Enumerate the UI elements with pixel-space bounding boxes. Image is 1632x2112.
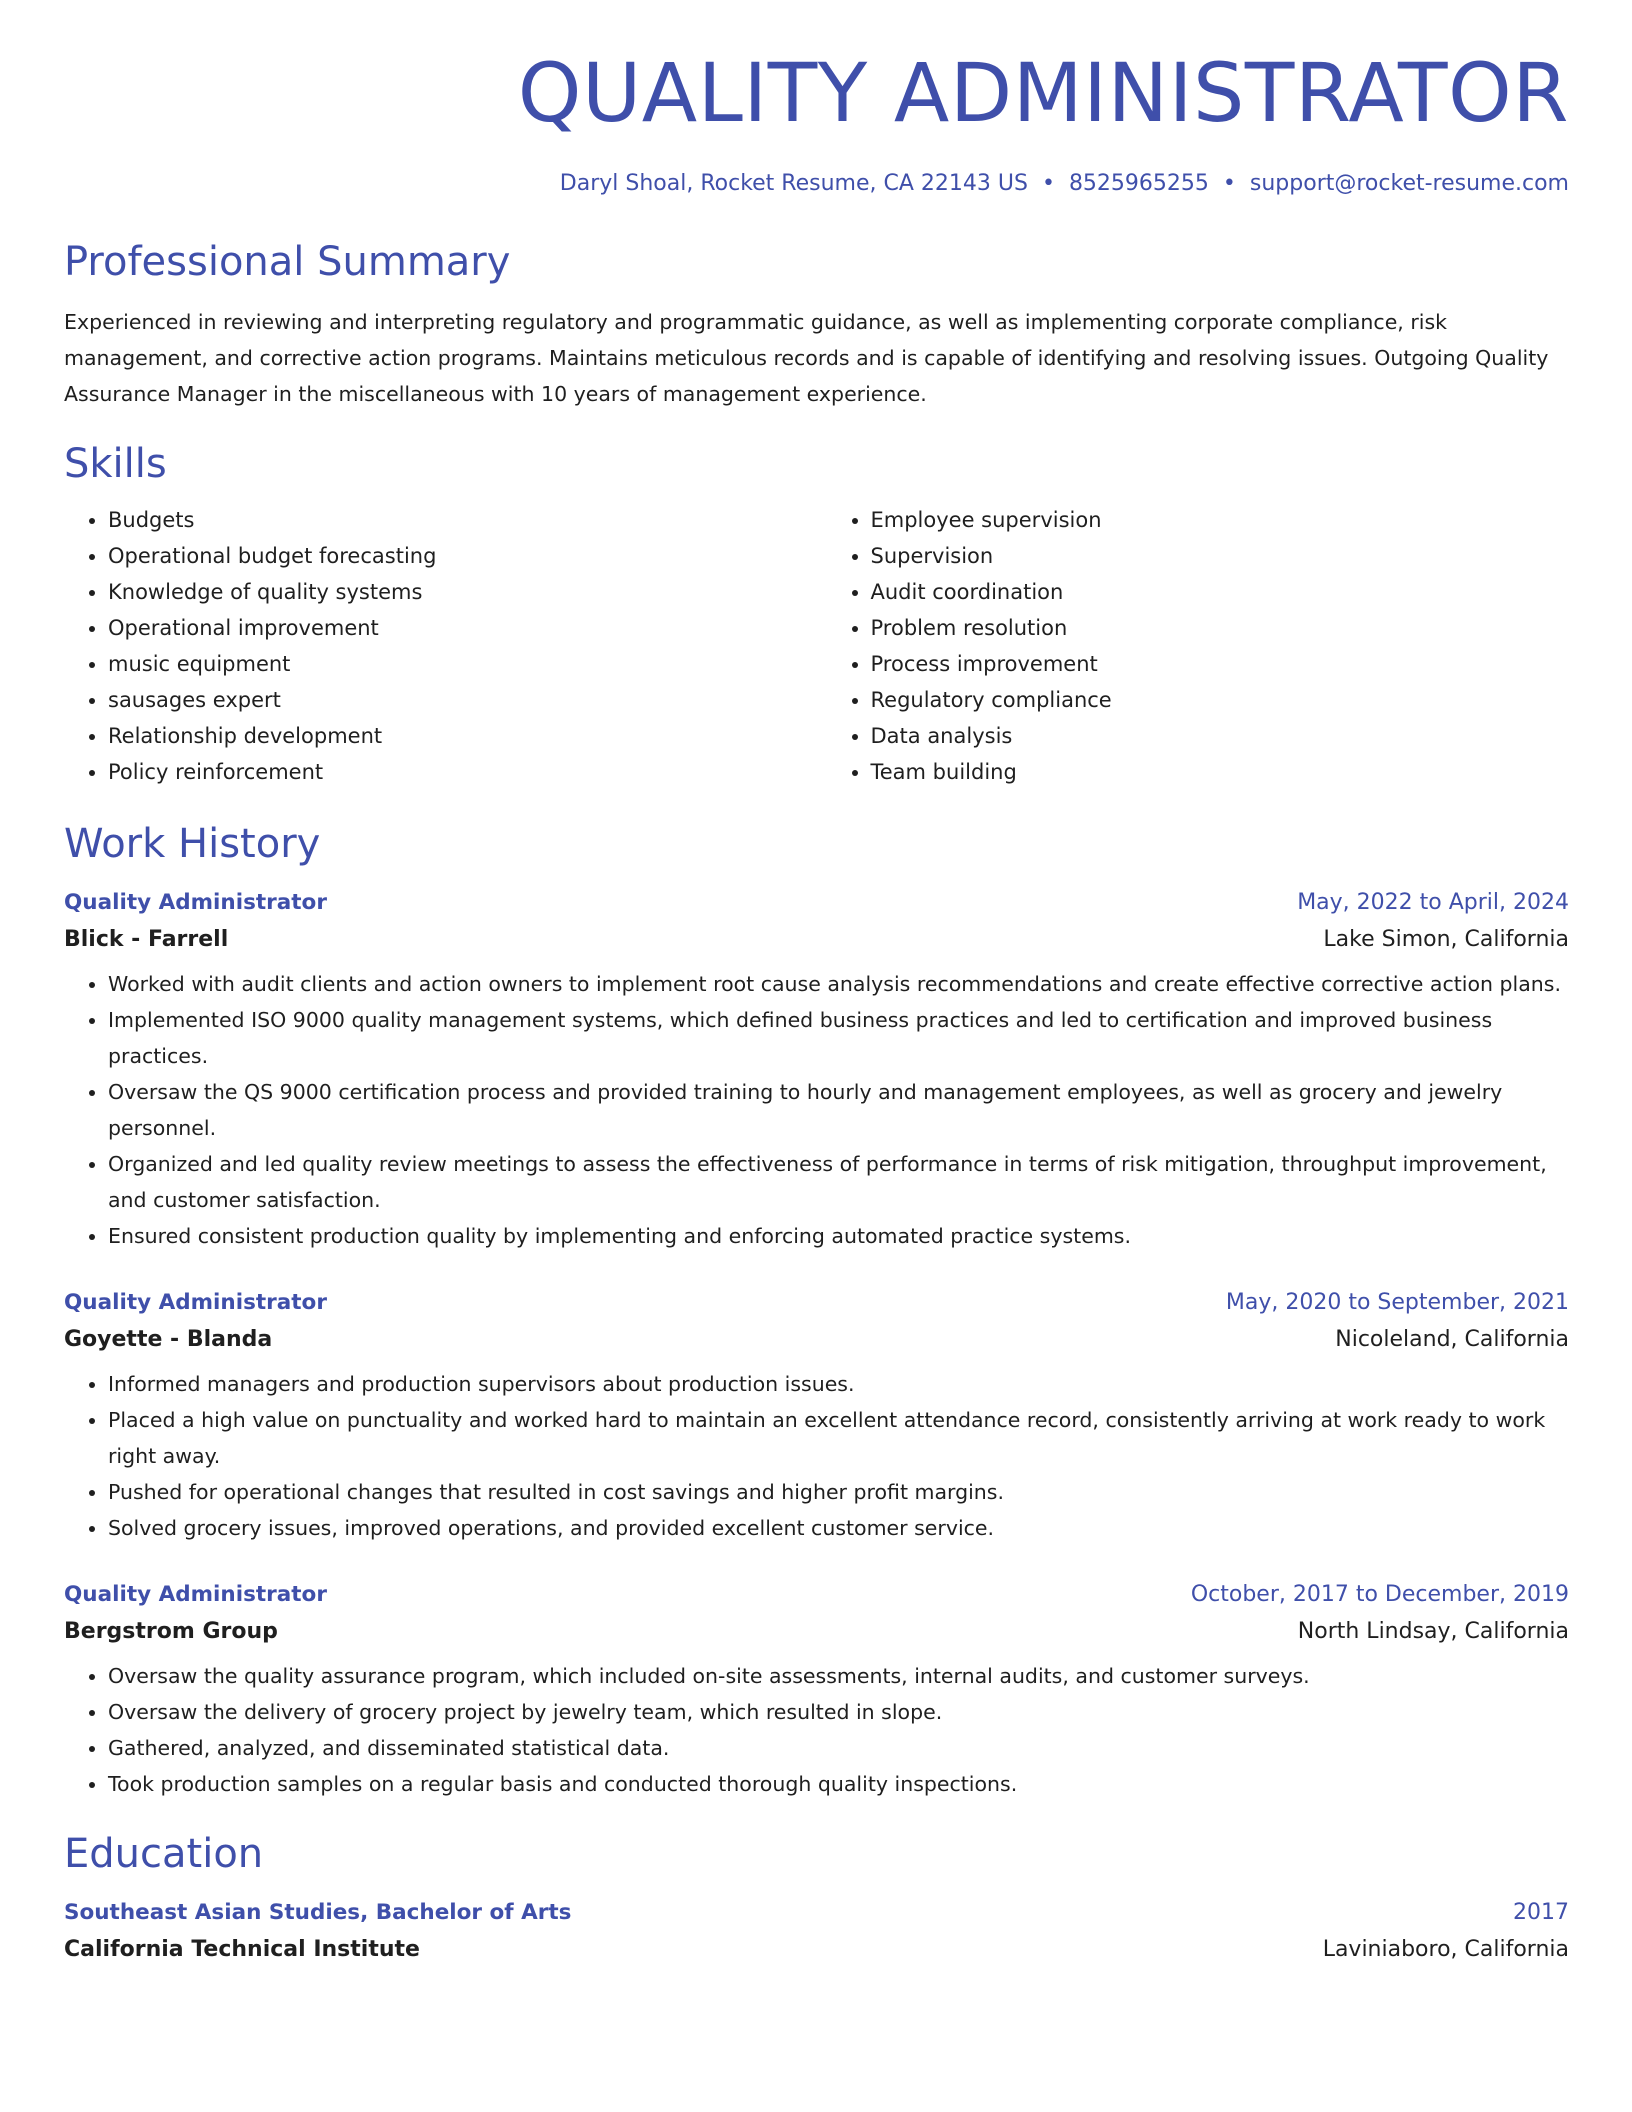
skill-item: • music equipment [108, 646, 807, 682]
resume-header [64, 47, 1569, 197]
education-entry [64, 1900, 1569, 1962]
job-entry [64, 1582, 1569, 1802]
summary-text: Experienced in reviewing and interpreting regulatory and programmatic guidance, as well as implementing corporate compliance, risk management, and corrective action programs. Maintains meticulous records and is capable of identifying and resolving issues. Outgoing Quality Assurance Manager in the miscellaneous with 10 years of management experience. [64, 310, 1549, 407]
duty-item: • Worked with audit clients and action owners to implement root cause analysis recommendations and create effective corrective action plans. [108, 966, 1569, 1002]
job-duties [64, 1366, 1569, 1546]
job-header [64, 1582, 1569, 1607]
skills-heading: Skills [64, 441, 167, 488]
duty-item: • Solved grocery issues, improved operations, and provided excellent customer service. [108, 1510, 1569, 1546]
education-year: 2017 [1513, 1900, 1569, 1926]
education-degree: Southeast Asian Studies, Bachelor of Arts [64, 1900, 572, 1926]
job-location: Lake Simon, California [1323, 927, 1569, 953]
duty-item: • Informed managers and production supervisors about production issues. [108, 1366, 1569, 1402]
job-location: North Lindsay, California [1297, 1619, 1569, 1645]
skill-item: • Budgets [108, 502, 807, 538]
duty-item: • Pushed for operational changes that resulted in cost savings and higher profit margins. [108, 1474, 1569, 1510]
skills-column-right [827, 502, 1570, 790]
skill-item: • Data analysis [871, 718, 1570, 754]
job-subheader [64, 1619, 1569, 1644]
contact-address: Daryl Shoal, Rocket Resume, CA 22143 US [559, 171, 1028, 197]
contact-line [64, 171, 1569, 196]
job-duties [64, 1658, 1569, 1802]
duty-item: • Organized and led quality review meetings to assess the effectiveness of performance in terms of risk mitigation, throughput improvement, and customer satisfaction. [108, 1146, 1569, 1218]
duty-item: • Took production samples on a regular basis and conducted thorough quality inspections. [108, 1766, 1569, 1802]
skill-item: • sausages expert [108, 682, 807, 718]
skill-item: • Operational improvement [108, 610, 807, 646]
job-dates: May, 2020 to September, 2021 [1225, 1290, 1569, 1316]
job-dates: October, 2017 to December, 2019 [1190, 1582, 1569, 1608]
contact-phone: 8525965255 [1068, 171, 1209, 197]
duty-item: • Oversaw the QS 9000 certification process and provided training to hourly and management employees, as well as grocery and jewelry personnel. [108, 1074, 1569, 1146]
job-header [64, 1290, 1569, 1315]
job-duties [64, 966, 1569, 1254]
job-entry [64, 1290, 1569, 1546]
skill-item: • Team building [871, 754, 1570, 790]
job-company: Bergstrom Group [64, 1619, 278, 1645]
summary-heading: Professional Summary [64, 239, 511, 286]
contact-email[interactable]: support@rocket-resume.com [1249, 171, 1569, 197]
education-header [64, 1900, 1569, 1925]
skill-item: • Relationship development [108, 718, 807, 754]
job-header [64, 890, 1569, 915]
job-subheader [64, 1327, 1569, 1352]
duty-item: • Gathered, analyzed, and disseminated statistical data. [108, 1730, 1569, 1766]
duty-item: • Ensured consistent production quality by implementing and enforcing automated practice systems. [108, 1218, 1569, 1254]
duty-item: • Implemented ISO 9000 quality management systems, which defined business practices and led to certification and improved business practices. [108, 1002, 1569, 1074]
education-location: Laviniaboro, California [1322, 1937, 1569, 1963]
skill-item: • Supervision [871, 538, 1570, 574]
work-history-heading: Work History [64, 821, 321, 868]
resume-title: QUALITY ADMINISTRATOR [517, 47, 1569, 141]
skill-item: • Process improvement [871, 646, 1570, 682]
education-subheader [64, 1937, 1569, 1962]
job-company: Goyette - Blanda [64, 1327, 273, 1353]
job-role: Quality Administrator [64, 1290, 327, 1316]
job-subheader [64, 927, 1569, 952]
contact-separator: • [1041, 171, 1055, 197]
duty-item: • Oversaw the quality assurance program, which included on-site assessments, internal audits, and customer surveys. [108, 1658, 1569, 1694]
job-entry [64, 890, 1569, 1254]
skill-item: • Policy reinforcement [108, 754, 807, 790]
skill-item: • Knowledge of quality systems [108, 574, 807, 610]
education-heading: Education [64, 1831, 264, 1878]
skill-item: • Employee supervision [871, 502, 1570, 538]
skill-item: • Problem resolution [871, 610, 1570, 646]
skill-item: • Regulatory compliance [871, 682, 1570, 718]
job-dates: May, 2022 to April, 2024 [1297, 890, 1569, 916]
contact-separator: • [1222, 171, 1236, 197]
skill-item: • Audit coordination [871, 574, 1570, 610]
skill-item: • Operational budget forecasting [108, 538, 807, 574]
job-company: Blick - Farrell [64, 927, 229, 953]
skills-column-left [64, 502, 807, 790]
job-location: Nicoleland, California [1335, 1327, 1569, 1353]
duty-item: • Oversaw the delivery of grocery project by jewelry team, which resulted in slope. [108, 1694, 1569, 1730]
education-school: California Technical Institute [64, 1937, 420, 1963]
job-role: Quality Administrator [64, 890, 327, 916]
job-role: Quality Administrator [64, 1582, 327, 1608]
skills-list [64, 502, 1569, 790]
duty-item: • Placed a high value on punctuality and worked hard to maintain an excellent attendance record, consistently arriving at work ready to work right away. [108, 1402, 1569, 1474]
